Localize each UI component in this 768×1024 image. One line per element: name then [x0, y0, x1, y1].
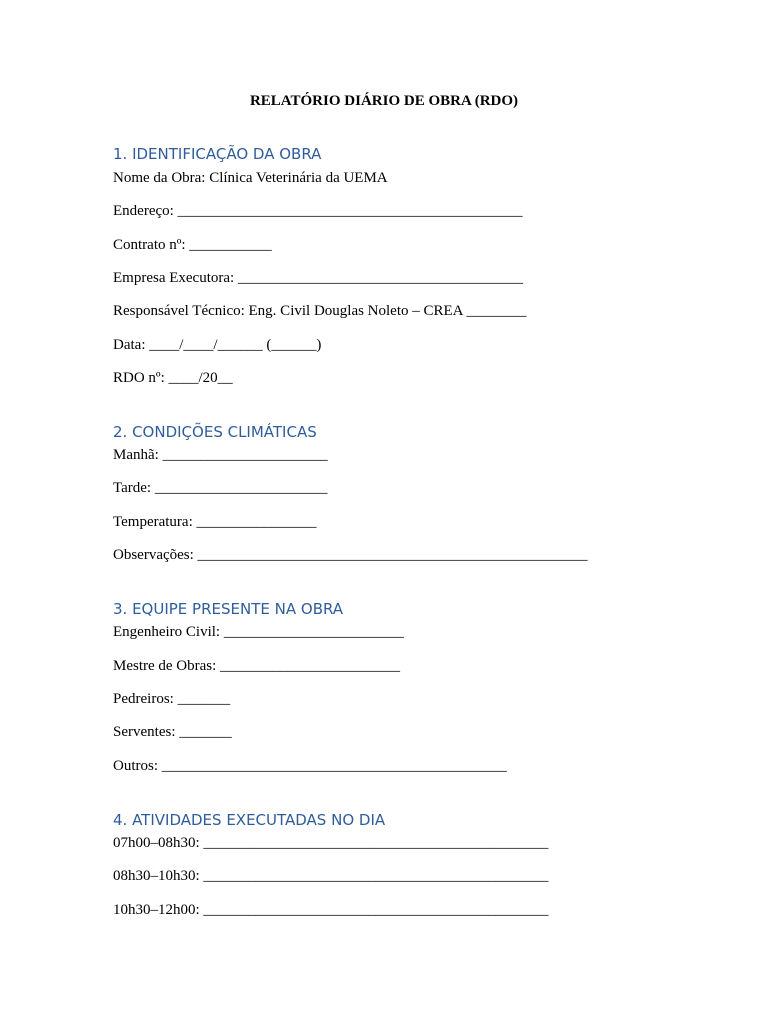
- field-nome-da-obra: Nome da Obra: Clínica Veterinária da UEMA: [113, 170, 388, 186]
- field-tarde: Tarde: _______________________: [113, 480, 328, 496]
- field-empresa-executora: Empresa Executora: ______________________________________: [113, 270, 523, 286]
- field-atividade-0700-0830: 07h00–08h30: ______________________________________________: [113, 835, 549, 851]
- field-temperatura: Temperatura: ________________: [113, 514, 317, 530]
- field-atividade-0830-1030: 08h30–10h30: ______________________________________________: [113, 868, 549, 884]
- field-engenheiro-civil: Engenheiro Civil: ________________________: [113, 624, 404, 640]
- field-pedreiros: Pedreiros: _______: [113, 691, 231, 707]
- document-title: RELATÓRIO DIÁRIO DE OBRA (RDO): [249, 93, 519, 109]
- field-atividade-1030-1200: 10h30–12h00: ______________________________________________: [113, 902, 549, 918]
- field-endereco: Endereço: ______________________________________________: [113, 203, 523, 219]
- field-manha: Manhã: ______________________: [113, 447, 328, 463]
- field-contrato: Contrato nº: ___________: [113, 237, 272, 253]
- section-heading-identificacao: 1. IDENTIFICAÇÃO DA OBRA: [113, 145, 322, 163]
- section-heading-atividades: 4. ATIVIDADES EXECUTADAS NO DIA: [113, 811, 386, 829]
- field-serventes: Serventes: _______: [113, 724, 232, 740]
- section-heading-condicoes-climaticas: 2. CONDIÇÕES CLIMÁTICAS: [113, 423, 317, 441]
- field-responsavel-tecnico: Responsável Técnico: Eng. Civil Douglas Noleto – CREA ________: [113, 303, 527, 319]
- field-rdo-numero: RDO nº: ____/20__: [113, 370, 233, 386]
- field-mestre-de-obras: Mestre de Obras: ________________________: [113, 658, 401, 674]
- field-outros: Outros: ______________________________________________: [113, 758, 507, 774]
- section-heading-equipe: 3. EQUIPE PRESENTE NA OBRA: [113, 600, 344, 618]
- field-observacoes: Observações: ____________________________________________________: [113, 547, 588, 563]
- field-data: Data: ____/____/______ (______): [113, 337, 322, 353]
